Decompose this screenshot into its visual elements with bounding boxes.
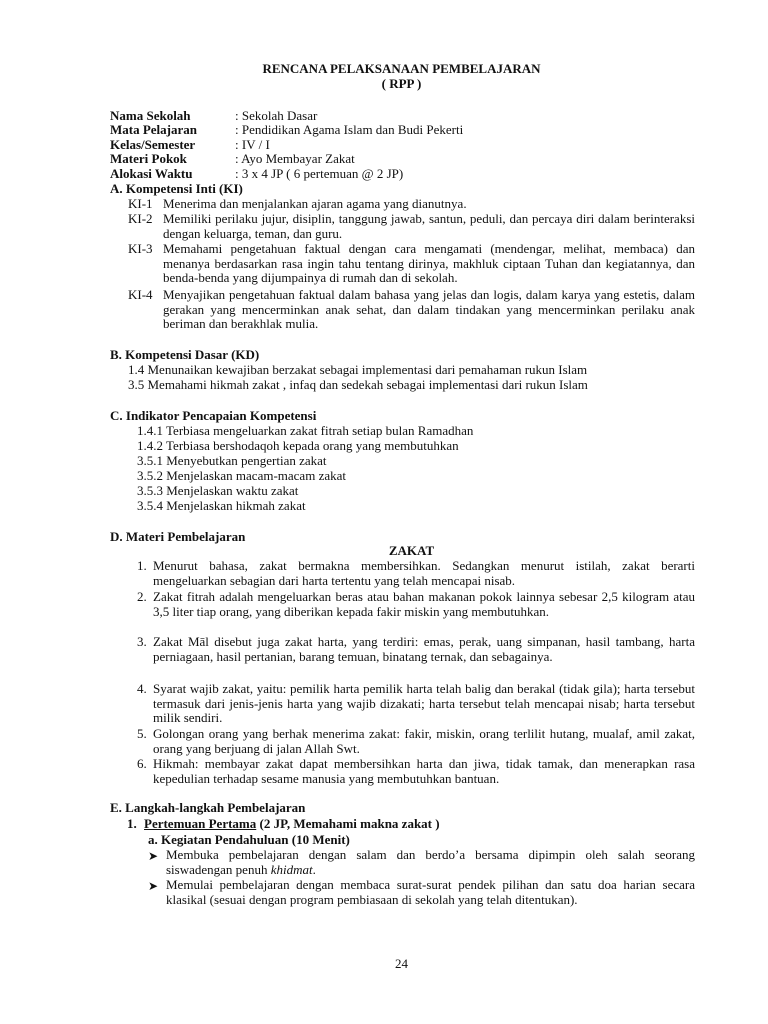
section-b-heading: B. Kompetensi Dasar (KD)	[110, 347, 260, 362]
kd-item: 3.5 Memahami hikmah zakat , infaq dan sedekah sebagai implementasi dari rukun Islam	[128, 377, 588, 392]
ki-text: Memiliki perilaku jujur, disiplin, tanggung jawab, santun, peduli, dan percaya diri dalam berinteraksi dengan keluarga, teman, dan guru.	[163, 211, 695, 241]
meeting-detail: (2 JP, Memahami makna zakat )	[256, 816, 440, 831]
materi-number: 6.	[137, 756, 147, 771]
meeting-title: Pertemuan Pertama	[144, 816, 257, 831]
ki-text: Menerima dan menjalankan ajaran agama yang dianutnya.	[163, 196, 467, 211]
identity-label: Alokasi Waktu	[110, 166, 193, 181]
section-e-heading: E. Langkah-langkah Pembelajaran	[110, 800, 306, 815]
meeting-heading	[127, 817, 440, 832]
identity-label: Materi Pokok	[110, 151, 187, 166]
materi-number: 2.	[137, 589, 147, 604]
bullet-text-main: Membuka pembelajaran dengan salam dan berdo’a bersama dipimpin oleh salah seorang siswadengan penuh	[166, 847, 695, 877]
identity-label: Kelas/Semester	[110, 137, 196, 152]
arrow-bullet-icon: ➤	[148, 849, 159, 863]
ki-text: Menyajikan pengetahuan faktual dalam bahasa yang jelas dan logis, dalam karya yang estetis, dalam gerakan yang mencerminkan anak sehat, dan dalam tindakan yang mencerminkan perilaku anak beriman dan berakhlak mulia.	[163, 287, 695, 332]
arrow-bullet-icon: ➤	[148, 879, 159, 893]
materi-subtitle: ZAKAT	[388, 543, 435, 558]
indicator-item: 3.5.1 Menyebutkan pengertian zakat	[137, 453, 327, 468]
indicator-item: 3.5.4 Menjelaskan hikmah zakat	[137, 498, 306, 513]
identity-value: : Sekolah Dasar	[235, 108, 318, 123]
activity-heading: a. Kegiatan Pendahuluan (10 Menit)	[148, 832, 350, 847]
materi-text: Syarat wajib zakat, yaitu: pemilik harta pemilik harta telah balig dan berakal (tidak gila); harta tersebut termasuk dari jenis-jenis harta yang wajib dizakati; harta tersebut telah mencapai nisab; harta tersebut milik sendiri.	[153, 681, 695, 726]
ki-code: KI-3	[128, 241, 153, 256]
section-a-heading: A. Kompetensi Inti (KI)	[110, 181, 243, 196]
indicator-item: 1.4.2 Terbiasa bershodaqoh kepada orang yang membutuhkan	[137, 438, 459, 453]
section-d-heading: D. Materi Pembelajaran	[110, 529, 246, 544]
bullet-text: Memulai pembelajaran dengan membaca surat-surat pendek pilihan dan satu doa harian secara klasikal (sesuai dengan program pembiasaan di sekolah yang telah ditentukan).	[166, 877, 695, 907]
indicator-item: 3.5.3 Menjelaskan waktu zakat	[137, 483, 299, 498]
kd-item: 1.4 Menunaikan kewajiban berzakat sebagai implementasi dari pemahaman rukun Islam	[128, 362, 588, 377]
materi-number: 3.	[137, 634, 147, 649]
materi-text: Hikmah: membayar zakat dapat membersihkan harta dan jiwa, tidak tamak, dan menerapkan rasa kepedulian terhadap sesame manusia yang membutuhkan bantuan.	[153, 756, 695, 786]
indicator-item: 3.5.2 Menjelaskan macam-macam zakat	[137, 468, 346, 483]
materi-text: Zakat Māl disebut juga zakat harta, yang terdiri: emas, perak, uang simpanan, hasil tambang, harta perniagaan, hasil pertanian, barang temuan, binatang ternak, dan sebagainya.	[153, 634, 695, 664]
identity-value: : IV / I	[235, 137, 270, 152]
ki-text: Memahami pengetahuan faktual dengan cara mengamati (mendengar, melihat, membaca) dan menanya berdasarkan rasa ingin tahu tentang dirinya, makhluk ciptaan Tuhan dan kegiatannya, dan benda-benda yang dijumpainya di rumah dan di sekolah.	[163, 241, 695, 286]
document-subtitle: ( RPP )	[381, 76, 422, 91]
section-c-heading: C. Indikator Pencapaian Kompetensi	[110, 408, 317, 423]
ki-code: KI-1	[128, 196, 153, 211]
materi-number: 5.	[137, 726, 147, 741]
document-title: RENCANA PELAKSANAAN PEMBELAJARAN	[262, 61, 541, 76]
materi-text: Golongan orang yang berhak menerima zakat: fakir, miskin, orang terlilit hutang, mualaf, amil zakat, orang yang berjuang di jalan Allah Swt.	[153, 726, 695, 756]
materi-number: 4.	[137, 681, 147, 696]
ki-code: KI-4	[128, 287, 153, 302]
meeting-number: 1.	[127, 816, 137, 831]
identity-label: Nama Sekolah	[110, 108, 191, 123]
identity-value: : Ayo Membayar Zakat	[235, 151, 355, 166]
bullet-text-tail: .	[312, 861, 316, 877]
identity-value: : 3 x 4 JP ( 6 pertemuan @ 2 JP)	[235, 166, 404, 181]
page-number: 24	[395, 956, 408, 971]
bullet-text	[166, 848, 695, 877]
materi-number: 1.	[137, 558, 147, 573]
identity-value: : Pendidikan Agama Islam dan Budi Pekerti	[235, 122, 464, 137]
materi-text: Menurut bahasa, zakat bermakna membersihkan. Sedangkan menurut istilah, zakat berarti mengeluarkan sebagian dari harta tertentu yang telah mencapai nisab.	[153, 558, 695, 588]
indicator-item: 1.4.1 Terbiasa mengeluarkan zakat fitrah setiap bulan Ramadhan	[137, 423, 474, 438]
bullet-text-italic: khidmat	[270, 861, 313, 877]
identity-label: Mata Pelajaran	[110, 122, 198, 137]
ki-code: KI-2	[128, 211, 153, 226]
materi-text: Zakat fitrah adalah mengeluarkan beras atau bahan makanan pokok lainnya sebesar 2,5 kilogram atau 3,5 liter tiap orang, yang diberikan kepada fakir miskin yang membutuhkan.	[153, 589, 695, 619]
